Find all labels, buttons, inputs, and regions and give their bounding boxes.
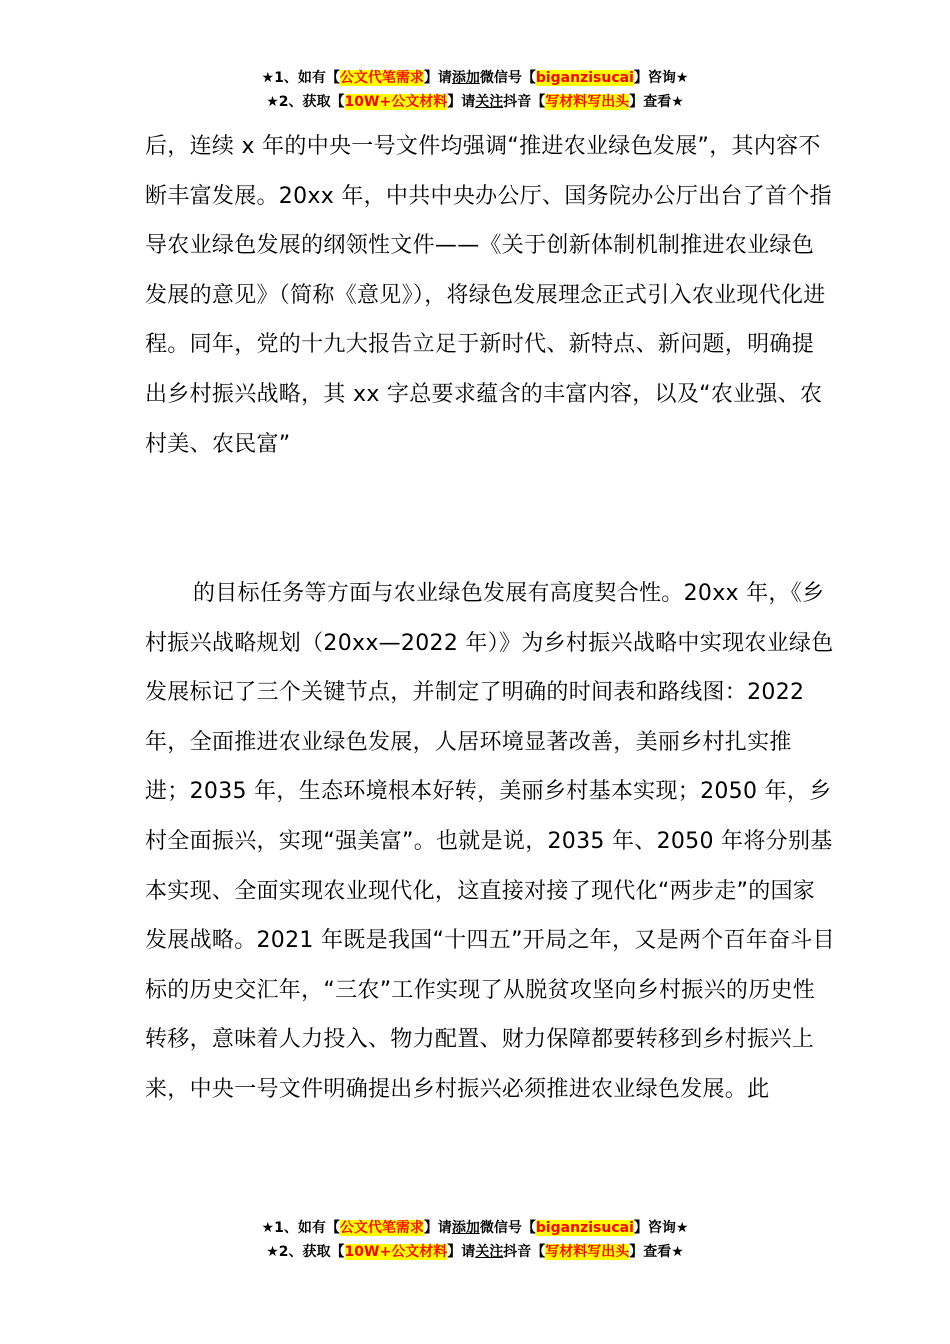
highlight-wechat-id: biganzisucai: [535, 70, 634, 86]
header-banner: [0, 66, 950, 114]
highlight-materials: 10W+公文材料: [344, 94, 448, 110]
highlight-materials: 10W+公文材料: [344, 1244, 448, 1260]
highlight-douyin-account: 写材料写出头: [545, 94, 630, 110]
banner-line-2: ★2、获取【10W+公文材料】请关注抖音【写材料写出头】查看★: [266, 94, 684, 110]
highlight-demand: 公文代笔需求: [339, 70, 424, 86]
star-icon: ★: [266, 94, 279, 110]
star-icon: ★: [675, 70, 689, 86]
paragraph-text: 后，连续 x 年的中央一号文件均强调“推进农业绿色发展”，其内容不断丰富发展。20xx 年，中共中央办公厅、国务院办公厅出台了首个指导农业绿色发展的纲领性文件——《关于创新体制机制推进农业绿色发展的意见》（简称《意见》），将绿色发展理念正式引入农业现代化进程。同年，党的十九大报告立足于新时代、新特点、新问题，明确提出乡村振兴战略，其 xx 字总要求蕴含的丰富内容，以及“农业强、农村美、农民富”: [145, 134, 832, 457]
footer-banner: [0, 1216, 950, 1264]
star-icon: ★: [671, 1244, 684, 1260]
highlight-wechat-id: biganzisucai: [535, 1220, 634, 1236]
highlight-douyin-account: 写材料写出头: [545, 1244, 630, 1260]
banner-line-1: ★1、如有【公文代笔需求】请添加微信号【biganzisucai】咨询★: [261, 1220, 689, 1236]
highlight-demand: 公文代笔需求: [339, 1220, 424, 1236]
star-icon: ★: [266, 1244, 279, 1260]
star-icon: ★: [261, 70, 275, 86]
star-icon: ★: [261, 1220, 275, 1236]
star-icon: ★: [675, 1220, 689, 1236]
star-icon: ★: [671, 94, 684, 110]
body-paragraph-1: [145, 122, 835, 469]
body-paragraph-2: [145, 569, 835, 1115]
paragraph-text: 的目标任务等方面与农业绿色发展有高度契合性。20xx 年，《乡村振兴战略规划（20xx—2022 年）》为乡村振兴战略中实现农业绿色发展标记了三个关键节点，并制定了明确的时间表和路线图：2022 年，全面推进农业绿色发展，人居环境显著改善，美丽乡村扎实推进；2035 年，生态环境根本好转，美丽乡村基本实现；2050 年，乡村全面振兴，实现“强美富”。也就是说，2035 年、2050 年将分别基本实现、全面实现农业现代化，这直接对接了现代化“两步走”的国家发展战略。2021 年既是我国“十四五”开局之年，又是两个百年奋斗目标的历史交汇年，“三农”工作实现了从脱贫攻坚向乡村振兴的历史性转移，意味着人力投入、物力配置、财力保障都要转移到乡村振兴上来，中央一号文件明确提出乡村振兴必须推进农业绿色发展。此: [145, 581, 835, 1102]
banner-line-1: ★1、如有【公文代笔需求】请添加微信号【biganzisucai】咨询★: [261, 70, 689, 86]
banner-line-2: ★2、获取【10W+公文材料】请关注抖音【写材料写出头】查看★: [266, 1244, 684, 1260]
